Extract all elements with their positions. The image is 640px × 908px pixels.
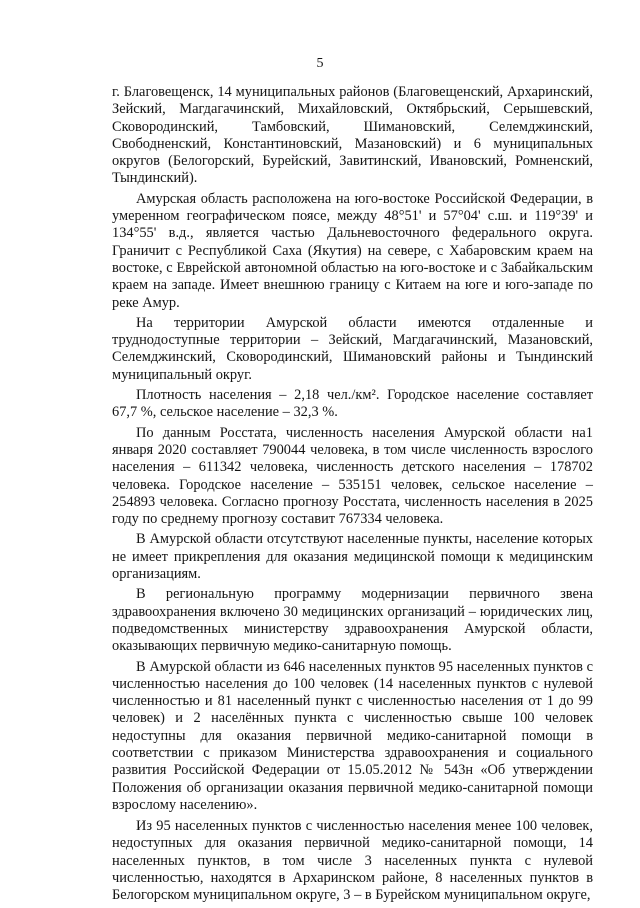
paragraph-settlements-by-district: Из 95 населенных пунктов с численностью населения менее 100 человек, недоступных для оказания первичной медико-санитарной помощи, 14 населенных пунктов, в том числе 3 населенных пункта с нулевой численностью, находятся в Архаринском районе, 8 населенных пунктов в Белогорском муниципальном округе, 3 – в Бурейском муниципальном округе, — [112, 818, 593, 904]
page-number: 5 — [316, 56, 324, 71]
paragraph-no-attachment: В Амурской области отсутствуют населенные пункты, население которых не имеет прикрепления для оказания медицинской помощи к медицинским организациям. — [112, 531, 593, 583]
paragraph-population-density: Плотность населения – 2,18 чел./км². Городское население составляет 67,7 %, сельское население – 32,3 %. — [112, 387, 593, 421]
document-body — [112, 84, 593, 908]
paragraph-rosstat-population: По данным Росстата, численность населения Амурской области на1 января 2020 составляет 790044 человека, в том числе численность взрослого населения – 611342 человека, численность детского населения – 178702 человека. Городское население – 535151 человек, сельское население – 254893 человека. Согласно прогнозу Росстата, численность населения в 2025 году по среднему прогнозу составит 767334 человека. — [112, 424, 593, 528]
paragraph-remote-territories: На территории Амурской области имеются отдаленные и труднодоступные территории – Зейский, Магдагачинский, Мазановский, Селемджинский, Сковородинский, Шимановский районы и Тындинский муниципальный округ. — [112, 314, 593, 383]
paragraph-inaccessible-settlements: В Амурской области из 646 населенных пунктов 95 населенных пунктов с численностью населения до 100 человек (14 населенных пунктов с нулевой численностью и 81 населенный пункт с численностью населения от 1 до 99 человек) и 2 населённых пункта с численностью свыше 100 человек недоступны для оказания первичной медико-санитарной помощи в соответствии с приказом Министерства здравоохранения и социального развития Российской Федерации от 15.05.2012 № 543н «Об утверждении Положения об организации оказания первичной медико-санитарной помощи взрослому населению». — [112, 658, 593, 813]
paragraph-geography: Амурская область расположена на юго-востоке Российской Федерации, в умеренном географическом поясе, между 48°51' и 57°04' с.ш. и 119°39' и 134°55' в.д., является частью Дальневосточного федерального округа. Граничит с Республикой Саха (Якутия) на севере, с Хабаровским краем на востоке, с Еврейской автономной областью на юго-востоке и с Забайкальским краем на западе. Имеет внешнюю границу с Китаем на юге и юго-западе по реке Амур. — [112, 190, 593, 311]
paragraph-municipal-list: г. Благовещенск, 14 муниципальных районов (Благовещенский, Архаринский, Зейский, Магдагачинский, Михайловский, Октябрьский, Серышевский, Сковородинский, Тамбовский, Шимановский, Селемджинский, Свободненский, Константиновский, Мазановский) и 6 муниципальных округов (Белогорский, Бурейский, Завитинский, Ивановский, Ромненский, Тындинский). — [112, 84, 593, 187]
paragraph-modernization-program: В региональную программу модернизации первичного звена здравоохранения включено 30 медицинских организаций – юридических лиц, подведомственных министерству здравоохранения Амурской области, оказывающих первичную медико-санитарную помощь. — [112, 586, 593, 655]
